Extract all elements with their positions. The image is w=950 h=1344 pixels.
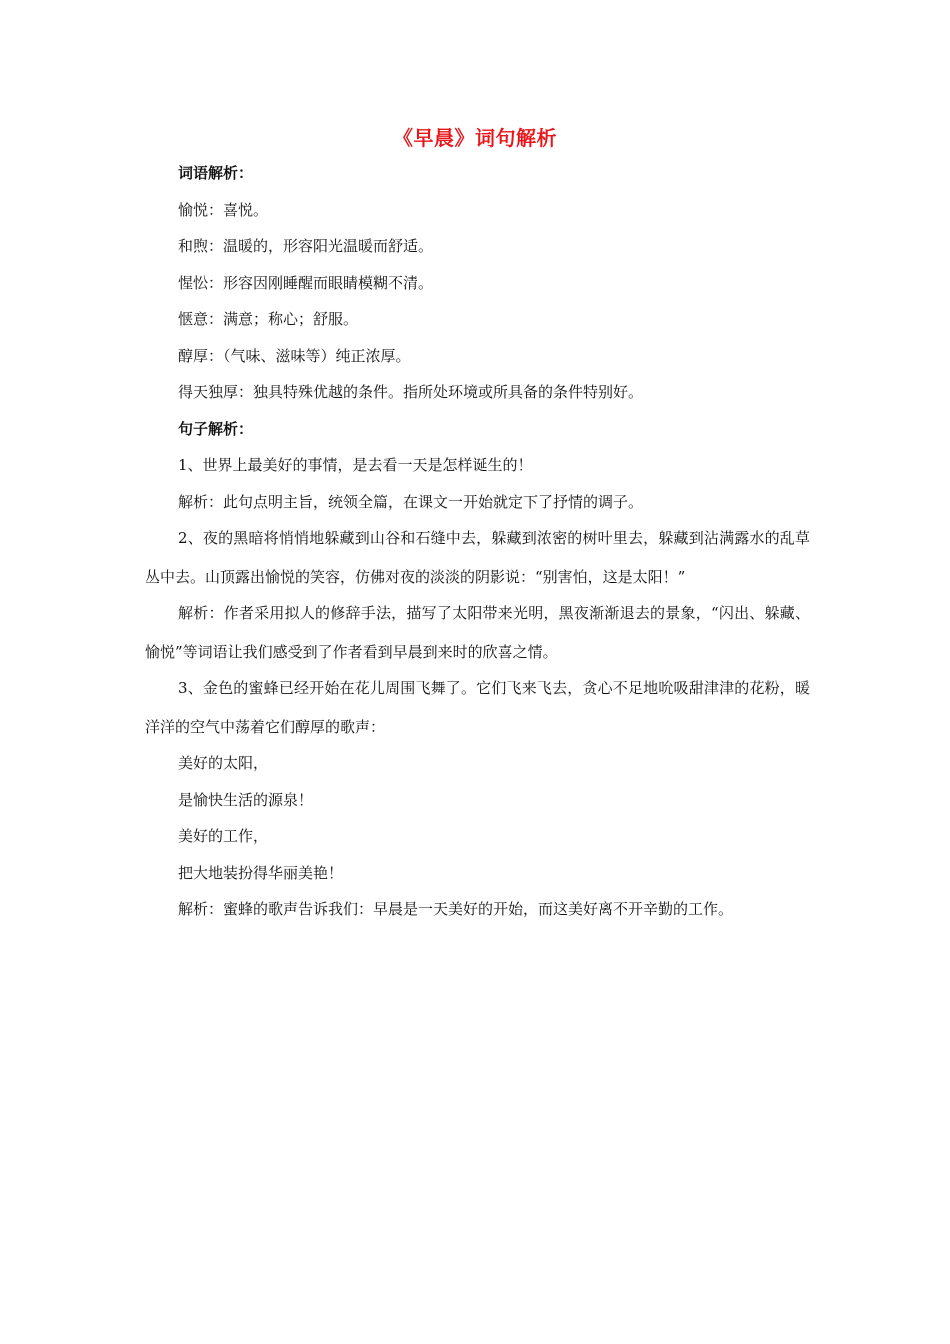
- poem-line: 是愉快生活的源泉！: [178, 790, 314, 809]
- vocab-item: 惬意：满意；称心；舒服。: [178, 310, 359, 328]
- document-body: [145, 162, 810, 935]
- sentence-3: 3、金色的蜜蜂已经开始在花儿周围飞舞了。它们飞来飞去，贪心不足地吮吸甜津津的花粉，暖洋洋的空气中荡着它们醇厚的歌声：: [145, 679, 810, 736]
- sentence-1-analysis: 解析：此句点明主旨，统领全篇，在课文一开始就定下了抒情的调子。: [178, 492, 644, 511]
- poem-line: 美好的工作，: [178, 827, 269, 845]
- sentence-1: 1、世界上最美好的事情，是去看一天是怎样诞生的！: [178, 456, 533, 474]
- poem-line: 把大地装扮得华丽美艳！: [178, 863, 344, 882]
- vocab-item: 得天独厚：独具特殊优越的条件。指所处环境或所具备的条件特别好。: [178, 383, 644, 401]
- vocab-item: 惺忪：形容因刚睡醒而眼睛模糊不清。: [178, 273, 434, 292]
- sentence-2: 2、夜的黑暗将悄悄地躲藏到山谷和石缝中去，躲藏到浓密的树叶里去，躲藏到沾满露水的乱草丛中去。山顶露出愉悦的笑容，仿佛对夜的淡淡的阴影说：“别害怕，这是太阳！”: [145, 529, 810, 586]
- vocab-item: 愉悦：喜悦。: [178, 200, 269, 219]
- document-title: 《早晨》词句解析: [393, 126, 557, 150]
- vocab-heading: 词语解析：: [178, 164, 254, 182]
- sentence-3-analysis: 解析：蜜蜂的歌声告诉我们：早晨是一天美好的开始，而这美好离不开辛勤的工作。: [178, 900, 734, 918]
- vocab-item: 和煦：温暖的，形容阳光温暖而舒适。: [178, 237, 434, 255]
- sentence-2-analysis: 解析：作者采用拟人的修辞手法，描写了太阳带来光明，黑夜渐渐退去的景象，“闪出、躲藏、愉悦”等词语让我们感受到了作者看到早晨到来时的欣喜之情。: [145, 604, 810, 661]
- vocab-item: 醇厚：（气味、滋味等）纯正浓厚。: [178, 346, 411, 365]
- poem-line: 美好的太阳，: [178, 754, 269, 772]
- sentence-heading: 句子解析：: [178, 419, 254, 438]
